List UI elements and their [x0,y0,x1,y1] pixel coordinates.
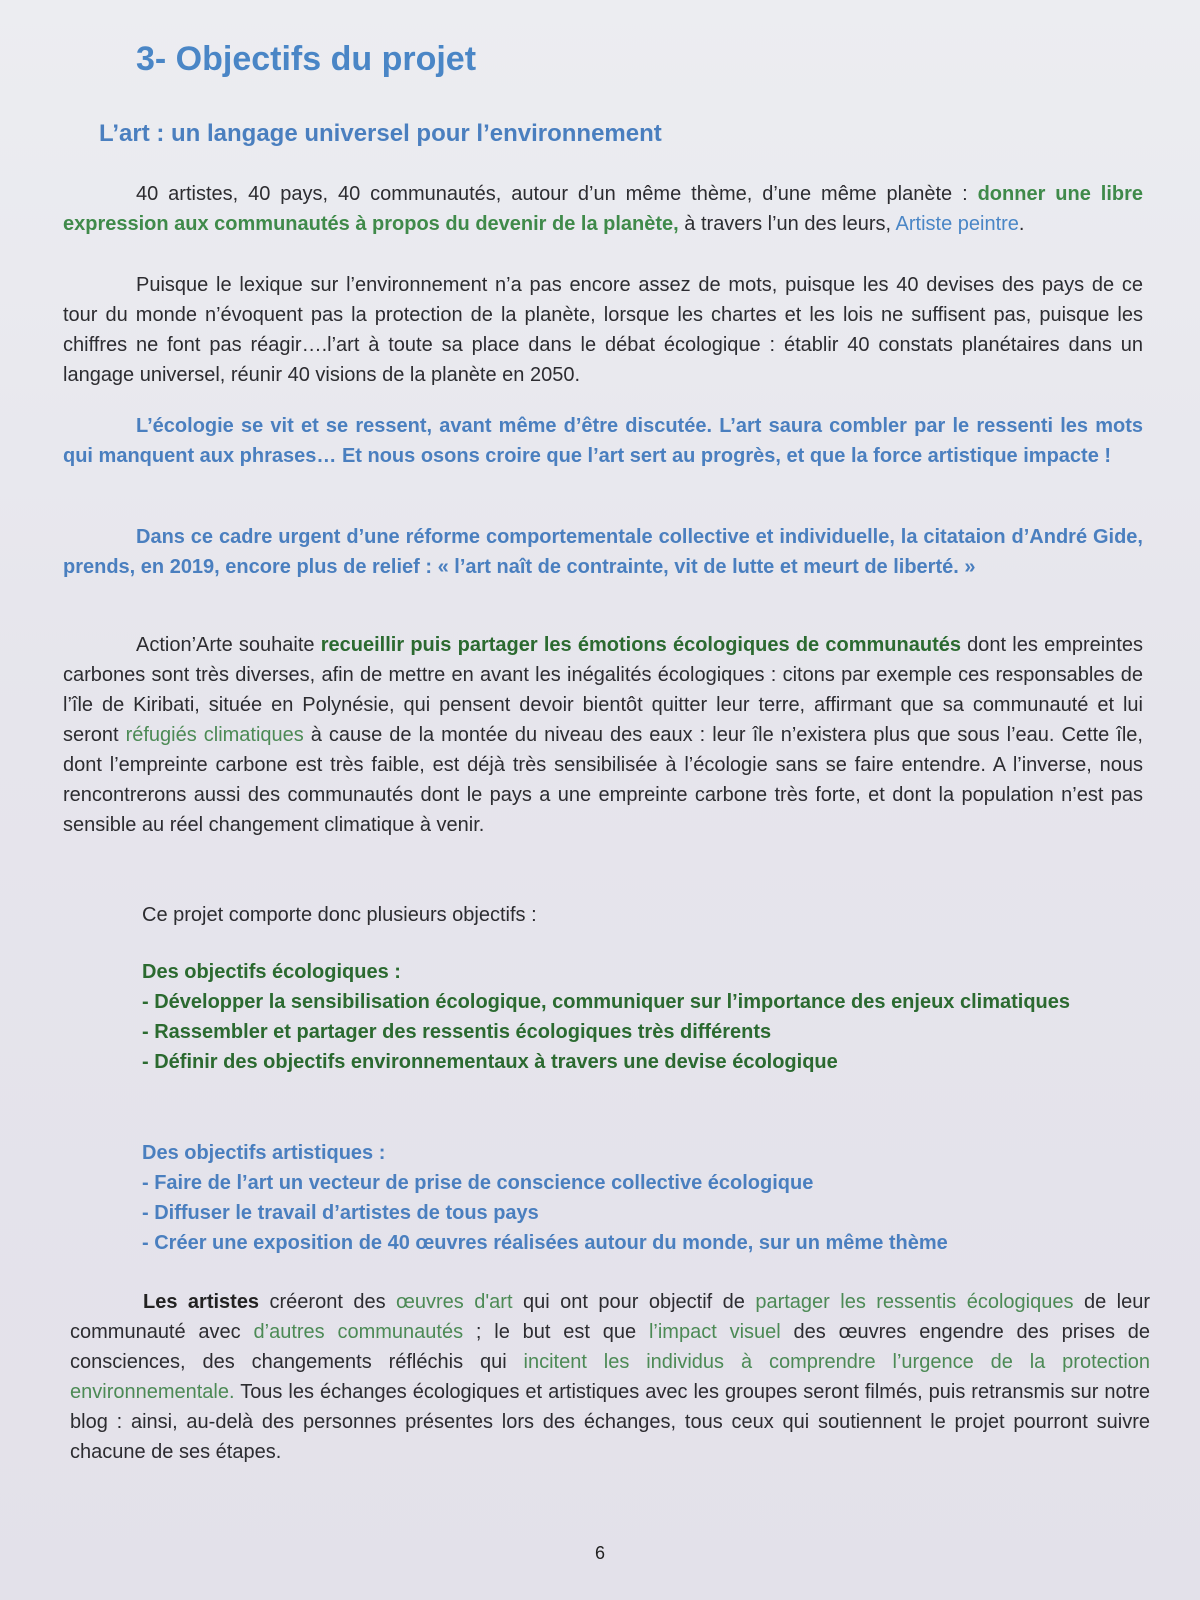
ressentis-text: partager les ressentis écologiques [755,1291,1074,1313]
paragraph-ecologie: L’écologie se vit et se ressent, avant même d’être discutée. L’art saura combler par le ressenti les mots qui manquent aux phrases… Et nous osons croire que l’art sert au progrès, et que la force artistique impacte ! [63,415,1143,467]
page-number: 6 [594,1543,605,1563]
art-objective-item: - Diffuser le travail d’artistes de tous pays [142,1202,539,1224]
artistes-text-4: ; le but est que [463,1321,649,1343]
artistes-text-3: de leur communauté avec [70,1291,1150,1343]
artiste-peintre-text: Artiste peintre [895,213,1019,235]
autres-communautes-text: d’autres communautés [253,1321,464,1343]
paragraph-artistes [70,1287,1150,1467]
intro-period: . [1018,213,1025,235]
eco-objectives-heading: Des objectifs écologiques : [142,961,401,983]
action-arte-text-3: à cause de la montée du niveau des eaux : leur île n’existera plus que sous l’eau. Cette île, dont l’empreinte carbone est très faible, est déjà très sensibilisée à l’écologie sans se faire entendre. A l’inverse, nous rencontrerons aussi des communautés dont le pays a une empreinte carbone très forte, et dont la population n’est pas sensible au réel changement climatique à venir. [63,724,1143,836]
intro-text: 40 artistes, 40 pays, 40 communautés, autour d’un même thème, d’une même planète : [136,183,978,205]
action-arte-highlight: recueillir puis partager les émotions écologiques de communautés [320,634,961,656]
eco-objective-item: - Définir des objectifs environnementaux à travers une devise écologique [142,1051,838,1073]
paragraph-lexique: Puisque le lexique sur l’environnement n’a pas encore assez de mots, puisque les 40 devises des pays de ce tour du monde n’évoquent pas la protection de la planète, lorsque les chartes et les lois ne suffisent pas, puisque les chiffres ne font pas réagir….l’art à toute sa place dans le débat écologique : établir 40 constats planétaires dans un langage universel, réunir 40 visions de la planète en 2050. [63,274,1143,386]
section-title: 3- Objectifs du projet [136,40,477,78]
impact-visuel-text: l’impact visuel [648,1321,781,1343]
artistes-text-5: des œuvres engendre des prises de consciences, des changements réfléchis qui [70,1321,1151,1373]
objectives-intro: Ce projet comporte donc plusieurs objectifs : [142,904,537,926]
art-objective-item: - Créer une exposition de 40 œuvres réalisées autour du monde, sur un même thème [142,1232,948,1254]
eco-objective-item: - Rassembler et partager des ressentis écologiques très différents [142,1021,772,1043]
artistes-text-6: Tous les échanges écologiques et artistiques avec les groupes seront filmés, puis retransmis sur notre blog : ainsi, au-delà des personnes présentes lors des échanges, tous ceux qui soutiennent le projet pourront suivre chacune de ses étapes. [70,1381,1150,1463]
paragraph-intro [63,179,1143,239]
paragraph-gide-quote: Dans ce cadre urgent d’une réforme comportementale collective et individuelle, la citataion d’André Gide, prends, en 2019, encore plus de relief : « l’art naît de contrainte, vit de lutte et meurt de liberté. » [63,526,1143,578]
oeuvres-text: œuvres d'art [396,1291,513,1313]
action-arte-text-2: dont les empreintes carbones sont très diverses, afin de mettre en avant les inégalités écologiques : citons par exemple ces responsables de l’île de Kiribati, située en Polynésie, qui pensent devoir bientôt quitter leur terre, affirmant que sa communauté et lui seront [63,634,1144,746]
artistes-text-2: qui ont pour objectif de [512,1291,756,1313]
art-objectives-heading: Des objectifs artistiques : [142,1142,386,1164]
paragraph-action-arte [63,630,1143,840]
art-objective-item: - Faire de l’art un vecteur de prise de conscience collective écologique [142,1172,814,1194]
intro-text-2: à travers l’un des leurs, [678,213,896,235]
art-objectives [142,1138,1150,1258]
eco-objective-item: - Développer la sensibilisation écologique, communiquer sur l’importance des enjeux climatiques [142,991,1071,1013]
artistes-text: créeront des [259,1291,397,1313]
action-arte-text: Action’Arte souhaite [136,634,321,656]
les-artistes-text: Les artistes [143,1291,260,1313]
incitent-text: incitent les individus à comprendre l’urgence de la protection environnementale. [70,1351,1151,1403]
eco-objectives [142,957,1150,1077]
refugies-climatiques-text: réfugiés climatiques [125,724,304,746]
section-subtitle: L’art : un langage universel pour l’environnement [99,120,662,147]
intro-highlight: donner une libre expression aux communautés à propos du devenir de la planète, [63,183,1143,235]
